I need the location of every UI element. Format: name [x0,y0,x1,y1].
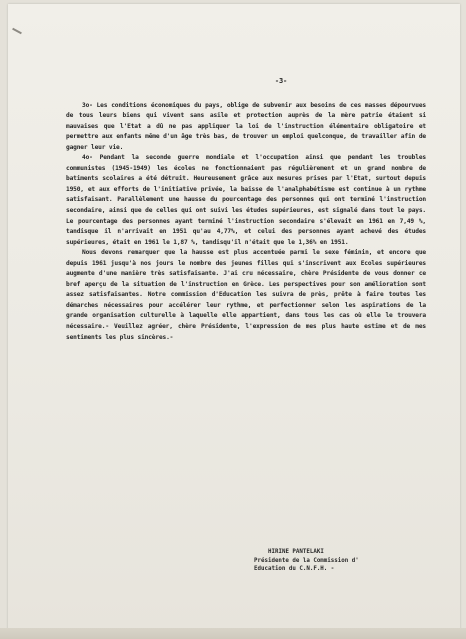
paragraph-conclusion-text: Nous devons remarquer que la hausse est plus accentuée parmi le sexe féminin, et encore que depuis 1961 jusqu'à nos jours le nombre des jeunes filles qui s'inscrivent aux Ecoles supérieures augmente d'une manière très satisfaisante. J'ai cru nécessaire, chère Présidente de vous donner ce bref aperçu de la situation de l'instruction en Grèce. Les perspectives pour son amélioration sont assez satisfaisantes. Notre commission d'Education les suivra de près, prête à faire toutes les démarches nécessaires pour accélérer leur rythme, et perfectionner selon les aspirations de la grande organisation culturelle à laquelle elle appartient, dans tous les cas où elle le trouvera nécessaire.- Veuillez agréer, chère Présidente, l'expression de mes plus haute estime et de mes sentiments les plus sincères.- [66,249,426,341]
paragraph-conclusion [66,248,426,343]
page-number: -3- [274,77,288,85]
signatory-name: HIRINE PANTELAKI [268,549,324,555]
letter-body [66,76,426,343]
signatory-title-line2: Education du C.N.F.H. - [254,566,335,573]
signatory-title-line1: Présidente de la Commission d' [254,557,359,564]
page-bottom-edge [0,628,466,639]
paragraph-3-text: 3o- Les conditions économiques du pays, oblige de subvenir aux besoins de ces masses dépourvues de tous leurs biens qui vivent sans asile et protection auprès de la mère patrie étaient si mauvaises que l'Etat a dû ne pas appliquer la loi de l'instruction élémentaire obligatoire et permettre aux enfants même d'un âge très bas, de trouver un emploi quelconque, de travailler afin de gagner leur vie. [66,101,426,151]
signature-block [254,548,444,574]
paragraph-4-text: 4o- Pendant la seconde guerre mondiale et l'occupation ainsi que pendant les troubles communistes (1945-1949) les écoles ne fonctionnaient pas régulièrement et un grand nombre de batiments scolaires a été détruit. Heureusement grâce aux mesures prises par l'Etat, surtout depuis 1950, et aux efforts de l'initiative privée, la baisse de l'analphabétisme est continue à un rythme satisfaisant. Parallèlement une hausse du pourcentage des personnes qui ont terminé l'instruction secondaire, ainsi que de celles qui ont suivi les études supérieures, est signalé dans tout le pays. Le pourcentage des personnes ayant terminé l'instruction secondaire s'élevait en 1961 en 7,49 %, tandisque il n'arrivait en 1951 qu'au 4,77%, et celui des personnes ayant achevé des études supérieures, était en 1961 le 1,87 %, tandisqu'il n'était que le 1,36% en 1951. [66,154,426,246]
paragraph-3 [66,101,426,154]
paragraph-4 [66,153,426,248]
